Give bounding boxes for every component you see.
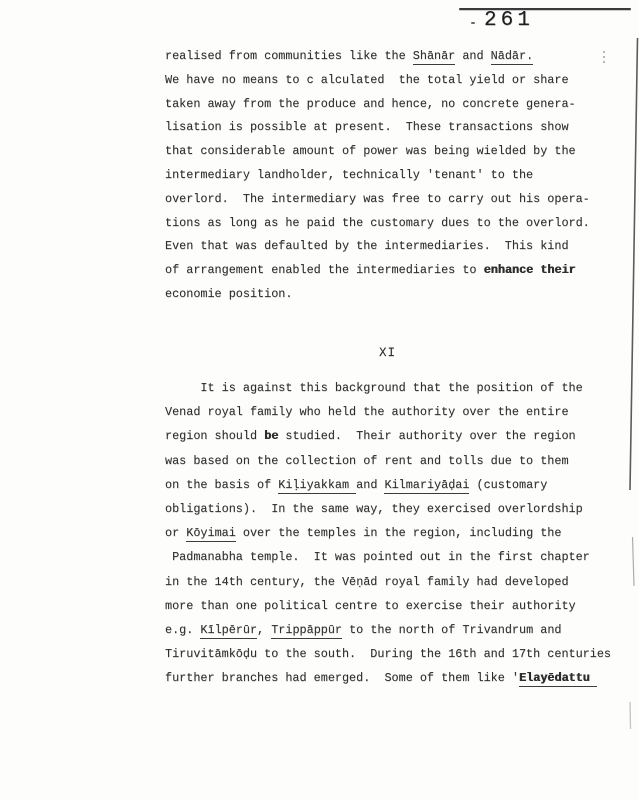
text-line [165, 545, 617, 569]
text-segment: Tiruvitāmkōḍu to the south. During the 16th and 17th centuries [165, 647, 611, 662]
page-number: 261 [484, 9, 534, 32]
text-line [165, 666, 617, 690]
text-segment: and [455, 49, 491, 63]
text-segment: studied. Their authority over the region [278, 429, 576, 444]
text-segment: intermediary landholder, technically 'tenant' to the [165, 167, 534, 182]
text-segment: enhance their [483, 263, 576, 278]
text-line [165, 473, 617, 497]
underlined-term: Kīlpērūr [200, 622, 258, 637]
text-line [165, 521, 617, 545]
text-line [165, 594, 617, 618]
section-heading: XI [378, 346, 396, 360]
text-segment: , [257, 622, 272, 637]
text-segment: or [165, 526, 187, 541]
text-segment: (customary [469, 477, 548, 492]
scan-speckle-dot [471, 22, 475, 24]
text-segment: of arrangement enabled the intermediaries to [165, 263, 484, 278]
text-segment: region should [165, 429, 265, 444]
text-segment: further branches had emerged. Some of them like ' [165, 671, 519, 686]
underlined-term: Shānār [412, 49, 456, 63]
text-segment: Even that was defaulted by the intermediaries. This kind [165, 239, 569, 254]
text-segment: realised from communities like the [165, 49, 413, 63]
paragraph-venad-royal-family [165, 376, 617, 690]
text-line [165, 188, 617, 212]
text-line [165, 116, 617, 140]
text-segment: to the north of Trivandrum and [342, 622, 562, 637]
text-segment: over the temples in the region, including the [235, 526, 562, 541]
text-line [165, 259, 617, 283]
text-line [165, 376, 617, 400]
text-segment: Padmanabha temple. It was pointed out in the first chapter [165, 550, 590, 565]
text-line [165, 164, 617, 188]
text-line [165, 424, 617, 448]
text-segment: obligations). In the same way, they exercised overlordship [165, 501, 583, 516]
text-segment: in the 14th century, the Vēṇād royal family had developed [165, 574, 569, 589]
text-segment: was based on the collection of rent and tolls due to them [165, 453, 569, 468]
text-segment: It is against this background that the position of the [165, 381, 583, 395]
text-segment: be [264, 429, 279, 444]
text-line [165, 140, 617, 164]
text-segment: on the basis of [165, 477, 279, 492]
text-segment: We have no means to c alculated the total yield or share [165, 72, 569, 87]
text-line [165, 570, 617, 594]
text-line [165, 618, 617, 642]
underlined-term: Kilmariyāḍai [384, 477, 470, 492]
text-segment: tions as long as he paid the customary dues to the overlord. [165, 215, 590, 230]
text-line [165, 212, 617, 236]
paragraph-intermediaries [165, 45, 617, 307]
text-line [165, 235, 617, 259]
text-line [165, 497, 617, 521]
underlined-term: Elayēdattu [518, 671, 597, 686]
text-line [165, 449, 617, 473]
text-segment: lisation is possible at present. These transactions show [165, 120, 569, 135]
underlined-term: Kōyimai [186, 526, 236, 541]
underlined-term: Nādār. [490, 49, 534, 63]
text-segment: and [356, 477, 385, 492]
text-segment: more than one political centre to exercise their authority [165, 598, 576, 613]
underlined-term: Kiḷiyakkam [278, 477, 357, 492]
text-line [165, 642, 617, 666]
text-line [165, 93, 617, 117]
underlined-term: Trippāppūr [271, 622, 343, 637]
text-segment: that considerable amount of power was being wielded by the [165, 144, 576, 159]
text-line [165, 45, 617, 69]
text-segment: overlord. The intermediary was free to carry out his opera- [165, 191, 590, 206]
text-line [165, 69, 617, 93]
text-segment: economie position. [165, 286, 293, 301]
text-line [165, 283, 617, 307]
text-segment: Venad royal family who held the authority over the entire [165, 405, 569, 420]
text-segment: e.g. [165, 622, 201, 637]
text-line [165, 400, 617, 424]
text-segment: taken away from the produce and hence, no concrete genera- [165, 96, 576, 111]
